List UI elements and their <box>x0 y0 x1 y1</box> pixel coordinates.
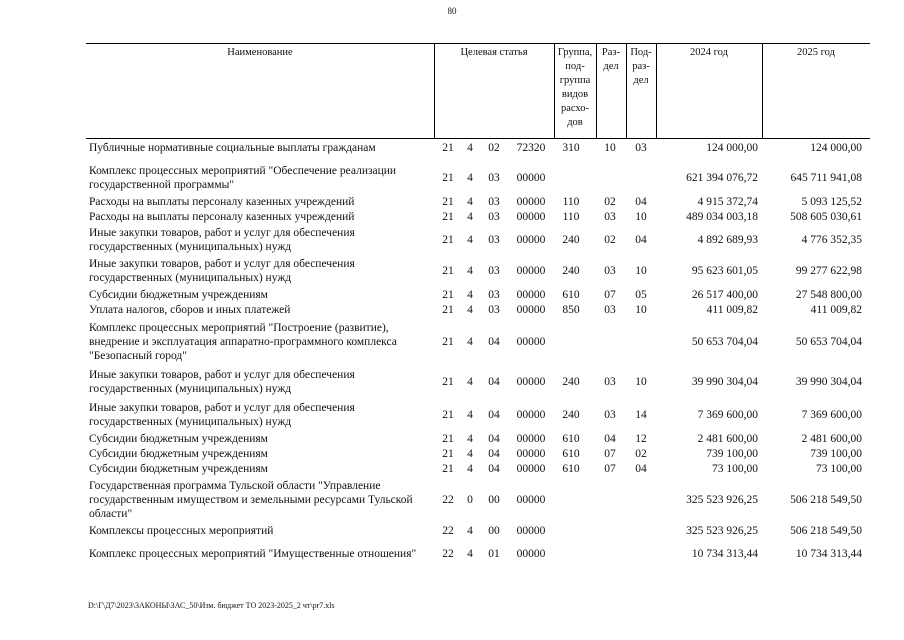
table-row <box>86 226 870 254</box>
amount-2025: 73 100,00 <box>816 463 862 475</box>
subsection: 10 <box>635 265 647 277</box>
code-complex: 00 <box>488 493 500 506</box>
table-row <box>86 164 870 192</box>
table-row <box>86 320 870 363</box>
table-row <box>86 140 870 156</box>
amount-2024: 4 915 372,74 <box>697 196 758 208</box>
amount-2024: 489 034 003,18 <box>686 211 758 223</box>
table-row <box>86 257 870 285</box>
code-complex: 03 <box>488 172 500 184</box>
section: 02 <box>604 234 616 246</box>
code-direction: 00000 <box>516 196 546 208</box>
amount-2025: 5 093 125,52 <box>801 196 862 208</box>
subsection: 03 <box>635 142 647 154</box>
row-name: Иные закупки товаров, работ и услуг для обеспечения государственных (муниципальных) нужд <box>89 402 355 428</box>
amount-2024: 10 734 313,44 <box>691 548 758 560</box>
table-row <box>86 478 870 521</box>
code-program: 21 <box>442 265 454 277</box>
code-type: 4 <box>467 265 473 277</box>
code-program: 21 <box>442 196 454 208</box>
expense-group <box>552 320 590 363</box>
amount-2024: 7 369 600,00 <box>697 409 758 421</box>
code-direction: 00000 <box>516 463 546 475</box>
code-complex: 04 <box>488 463 500 475</box>
table-row <box>86 447 870 461</box>
amount-2025: 739 100,00 <box>810 448 862 460</box>
code-complex: 03 <box>488 211 500 223</box>
amount-2024: 26 517 400,00 <box>691 289 758 301</box>
amount-2025: 506 218 549,50 <box>790 493 862 506</box>
code-type: 4 <box>467 196 473 208</box>
page-number: 80 <box>447 6 457 16</box>
code-program: 21 <box>442 376 454 388</box>
amount-2024: 325 523 926,25 <box>686 493 758 506</box>
subsection: 10 <box>635 211 647 223</box>
expense-group: 110 <box>562 196 580 208</box>
row-name: Субсидии бюджетным учреждениям <box>89 448 268 460</box>
header-target: Целевая статья <box>460 47 528 58</box>
row-name: Расходы на выплаты персоналу казенных учреждений <box>89 196 355 208</box>
expense-group: 240 <box>562 265 580 277</box>
code-program: 21 <box>442 409 454 421</box>
expense-group: 850 <box>562 304 580 316</box>
section <box>596 540 624 568</box>
section: 02 <box>604 196 616 208</box>
amount-2025: 645 711 941,08 <box>790 172 862 184</box>
row-name: Комплекс процессных мероприятий "Построение (развитие), внедрение и эксплуатация аппаратно-программного комплекса "Безопасный город" <box>89 321 397 362</box>
code-direction: 00000 <box>516 172 546 184</box>
section <box>596 478 624 521</box>
code-direction: 72320 <box>516 142 546 154</box>
amount-2024: 621 394 076,72 <box>686 172 758 184</box>
subsection: 04 <box>635 234 647 246</box>
amount-2024: 73 100,00 <box>712 463 758 475</box>
expense-group: 610 <box>562 463 580 475</box>
table-row <box>86 288 870 302</box>
code-type: 4 <box>467 525 473 537</box>
code-type: 4 <box>467 335 473 348</box>
subsection: 02 <box>635 448 647 460</box>
header-subsection: Под-раз-дел <box>630 47 652 86</box>
code-direction: 00000 <box>516 265 546 277</box>
code-direction: 00000 <box>516 289 546 301</box>
code-complex: 00 <box>488 525 500 537</box>
code-type: 4 <box>467 463 473 475</box>
code-type: 4 <box>467 448 473 460</box>
code-direction: 00000 <box>516 304 546 316</box>
code-type: 4 <box>467 304 473 316</box>
amount-2025: 411 009,82 <box>810 304 862 316</box>
amount-2024: 4 892 689,93 <box>697 234 758 246</box>
amount-2025: 506 218 549,50 <box>790 525 862 537</box>
code-complex: 03 <box>488 196 500 208</box>
code-type: 4 <box>467 211 473 223</box>
amount-2025: 124 000,00 <box>810 142 862 154</box>
code-complex: 03 <box>488 304 500 316</box>
section: 10 <box>604 142 616 154</box>
table-row <box>86 195 870 209</box>
amount-2024: 2 481 600,00 <box>697 433 758 445</box>
code-program: 21 <box>442 433 454 445</box>
amount-2025: 508 605 030,61 <box>790 211 862 223</box>
code-program: 21 <box>442 172 454 184</box>
code-complex: 03 <box>488 234 500 246</box>
expense-group: 240 <box>562 376 580 388</box>
header-group: Группа, под-группа видов расхо-дов <box>557 47 593 128</box>
section: 07 <box>604 463 616 475</box>
header-name: Наименование <box>227 47 293 58</box>
code-complex: 01 <box>488 548 500 560</box>
code-program: 22 <box>442 493 454 506</box>
section <box>596 524 624 538</box>
code-program: 21 <box>442 211 454 223</box>
table-row <box>86 368 870 396</box>
code-complex: 02 <box>488 142 500 154</box>
expense-group <box>552 164 590 192</box>
header-2024: 2024 год <box>690 47 728 58</box>
code-program: 21 <box>442 289 454 301</box>
row-name: Иные закупки товаров, работ и услуг для обеспечения государственных (муниципальных) нужд <box>89 258 355 284</box>
row-name: Комплекс процессных мероприятий "Имущественные отношения" <box>89 548 417 560</box>
section: 07 <box>604 448 616 460</box>
row-name: Комплекс процессных мероприятий "Обеспечение реализации государственной программы" <box>89 165 397 191</box>
subsection <box>626 164 656 192</box>
code-type: 4 <box>467 433 473 445</box>
table-header <box>86 43 870 139</box>
code-direction: 00000 <box>516 548 546 560</box>
code-program: 21 <box>442 463 454 475</box>
expense-group <box>552 540 590 568</box>
amount-2024: 411 009,82 <box>706 304 758 316</box>
amount-2025: 50 653 704,04 <box>795 335 862 348</box>
table-row <box>86 432 870 446</box>
expense-group: 310 <box>562 142 580 154</box>
code-direction: 00000 <box>516 376 546 388</box>
expense-group: 610 <box>562 289 580 301</box>
code-program: 21 <box>442 335 454 348</box>
section: 04 <box>604 433 616 445</box>
code-program: 21 <box>442 142 454 154</box>
row-name: Государственная программа Тульской области "Управление государственным имуществом и земельными ресурсами Тульской области" <box>89 479 413 520</box>
amount-2025: 39 990 304,04 <box>795 376 862 388</box>
code-direction: 00000 <box>516 211 546 223</box>
subsection <box>626 540 656 568</box>
expense-group <box>552 524 590 538</box>
code-complex: 04 <box>488 376 500 388</box>
section: 07 <box>604 289 616 301</box>
code-program: 22 <box>442 548 454 560</box>
code-type: 4 <box>467 172 473 184</box>
header-2025: 2025 год <box>797 47 835 58</box>
code-complex: 03 <box>488 265 500 277</box>
code-direction: 00000 <box>516 433 546 445</box>
table-row <box>86 303 870 317</box>
subsection <box>626 320 656 363</box>
subsection: 04 <box>635 196 647 208</box>
code-direction: 00000 <box>516 525 546 537</box>
code-type: 4 <box>467 289 473 301</box>
code-type: 4 <box>467 409 473 421</box>
subsection: 10 <box>635 304 647 316</box>
code-direction: 00000 <box>516 409 546 421</box>
subsection: 05 <box>635 289 647 301</box>
amount-2024: 739 100,00 <box>706 448 758 460</box>
table-row <box>86 210 870 224</box>
subsection <box>626 524 656 538</box>
amount-2025: 4 776 352,35 <box>801 234 862 246</box>
amount-2025: 10 734 313,44 <box>795 548 862 560</box>
amount-2025: 27 548 800,00 <box>795 289 862 301</box>
row-name: Субсидии бюджетным учреждениям <box>89 289 268 301</box>
row-name: Уплата налогов, сборов и иных платежей <box>89 304 291 316</box>
subsection: 04 <box>635 463 647 475</box>
code-complex: 04 <box>488 335 500 348</box>
expense-group: 610 <box>562 433 580 445</box>
amount-2024: 124 000,00 <box>706 142 758 154</box>
row-name: Иные закупки товаров, работ и услуг для обеспечения государственных (муниципальных) нужд <box>89 227 355 253</box>
table-row <box>86 540 870 568</box>
section <box>596 164 624 192</box>
section: 03 <box>604 409 616 421</box>
code-direction: 00000 <box>516 234 546 246</box>
table-row <box>86 401 870 429</box>
code-type: 4 <box>467 548 473 560</box>
subsection: 14 <box>635 409 647 421</box>
section: 03 <box>604 304 616 316</box>
row-name: Субсидии бюджетным учреждениям <box>89 463 268 475</box>
code-direction: 00000 <box>516 493 546 506</box>
code-program: 22 <box>442 525 454 537</box>
file-path-footer: D:\Г\Д7\2023\ЗАКОНЫ\ЗАС_50\Изм. бюджет ТО 2023-2025_2 чт\pr7.xls <box>88 601 335 610</box>
code-program: 21 <box>442 304 454 316</box>
code-program: 21 <box>442 448 454 460</box>
amount-2024: 325 523 926,25 <box>686 525 758 537</box>
code-type: 4 <box>467 142 473 154</box>
row-name: Иные закупки товаров, работ и услуг для обеспечения государственных (муниципальных) нужд <box>89 369 355 395</box>
expense-group: 240 <box>562 234 580 246</box>
subsection: 10 <box>635 376 647 388</box>
code-direction: 00000 <box>516 448 546 460</box>
code-direction: 00000 <box>516 335 546 348</box>
table-row <box>86 462 870 476</box>
code-type: 4 <box>467 234 473 246</box>
code-type: 0 <box>467 493 473 506</box>
row-name: Субсидии бюджетным учреждениям <box>89 433 268 445</box>
amount-2024: 95 623 601,05 <box>691 265 758 277</box>
row-name: Публичные нормативные социальные выплаты гражданам <box>89 142 376 154</box>
code-program: 21 <box>442 234 454 246</box>
amount-2024: 39 990 304,04 <box>691 376 758 388</box>
amount-2025: 99 277 622,98 <box>795 265 862 277</box>
section <box>596 320 624 363</box>
amount-2025: 7 369 600,00 <box>801 409 862 421</box>
code-complex: 04 <box>488 433 500 445</box>
code-complex: 04 <box>488 409 500 421</box>
expense-group <box>552 478 590 521</box>
subsection <box>626 478 656 521</box>
table-row <box>86 524 870 538</box>
expense-group: 110 <box>562 211 580 223</box>
amount-2025: 2 481 600,00 <box>801 433 862 445</box>
section: 03 <box>604 265 616 277</box>
section: 03 <box>604 376 616 388</box>
row-name: Расходы на выплаты персоналу казенных учреждений <box>89 211 355 223</box>
code-type: 4 <box>467 376 473 388</box>
code-complex: 04 <box>488 448 500 460</box>
header-section: Раз-дел <box>601 47 621 72</box>
expense-group: 610 <box>562 448 580 460</box>
amount-2024: 50 653 704,04 <box>691 335 758 348</box>
row-name: Комплексы процессных мероприятий <box>89 525 274 537</box>
subsection: 12 <box>635 433 647 445</box>
expense-group: 240 <box>562 409 580 421</box>
code-complex: 03 <box>488 289 500 301</box>
section: 03 <box>604 211 616 223</box>
